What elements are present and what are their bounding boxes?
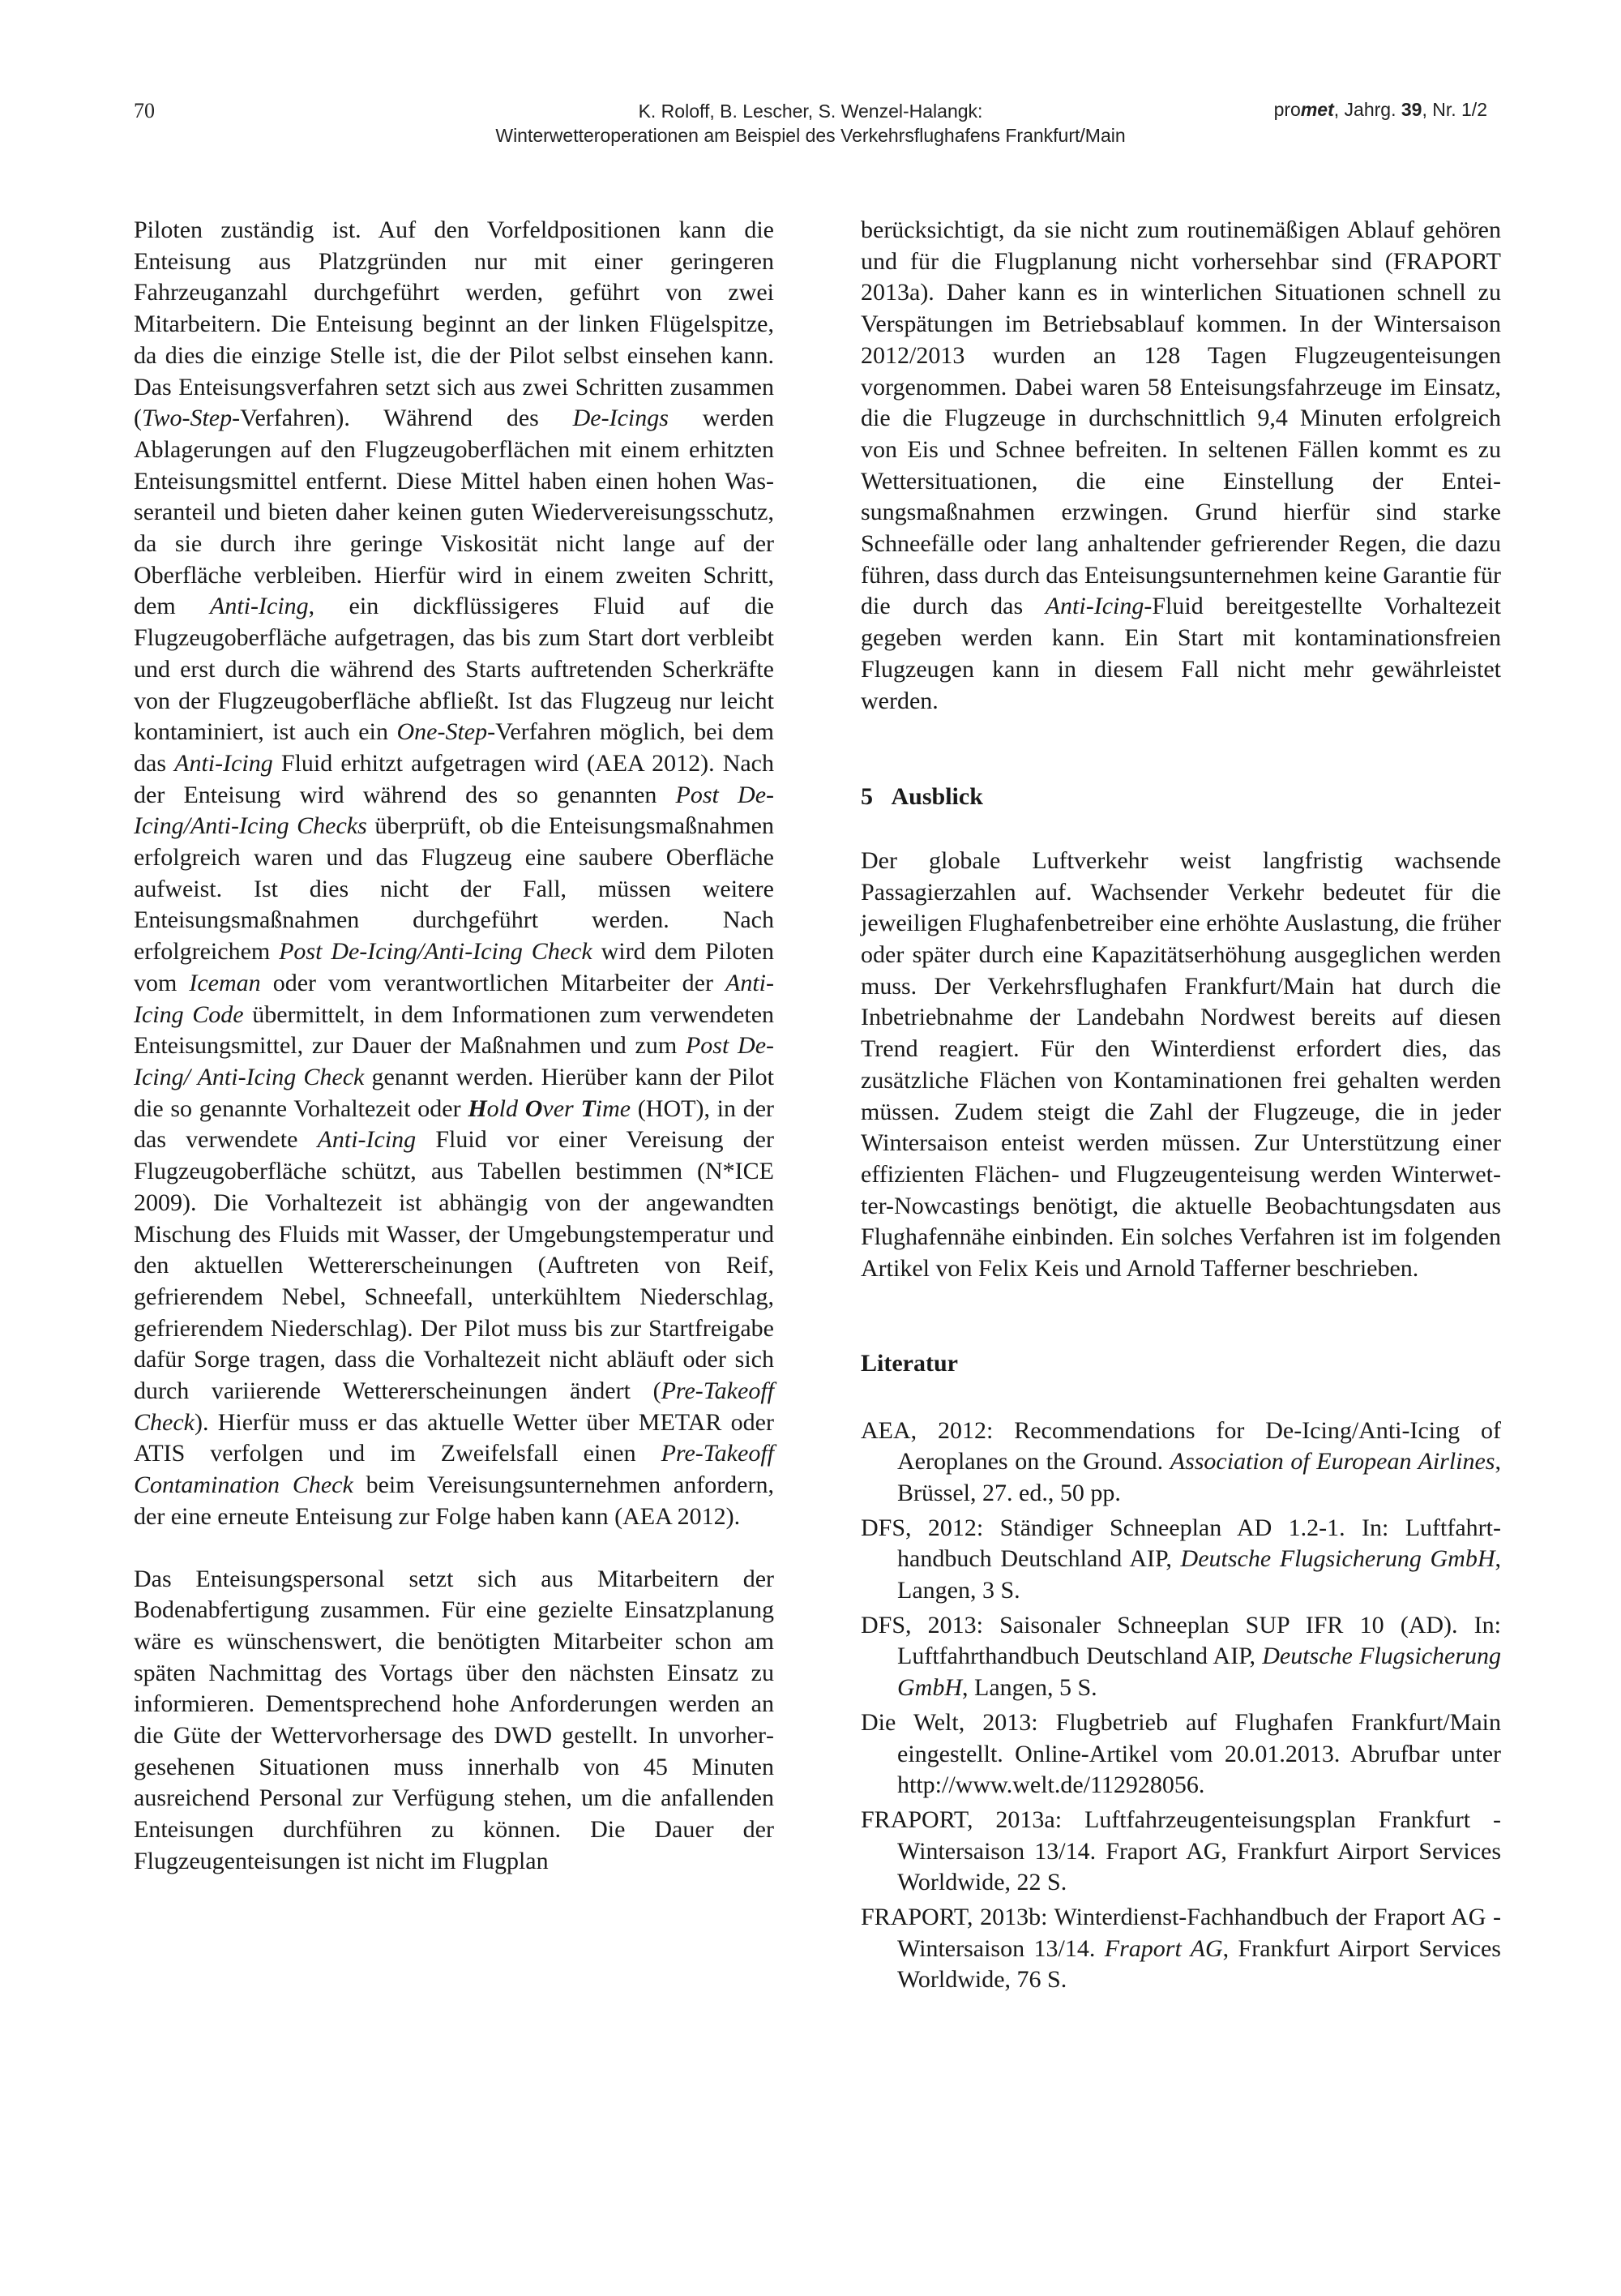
ref-text: FRAPORT, 2013b: Winterdienst-Fachhandbuch der Fraport AG - Wintersaison 13/14.: [861, 1904, 1501, 1962]
reference-item: [861, 1707, 1501, 1801]
right-paragraph-1: [861, 215, 1501, 717]
ref-tail: , Langen, 3 S.: [897, 1545, 1502, 1604]
reference-item: [861, 1416, 1501, 1510]
section-title: Ausblick: [891, 783, 983, 811]
text-run: überprüft, ob die Enteisungsmaßnahmen erfolgreich waren und das Flugzeug eine saubere Oberfläche aufweist. Ist dies nicht der Fall, müssen weitere Enteisungsmaßnahmen durchgeführt werden. Nach erfolgreichem: [134, 812, 774, 966]
text-run: berücksichtigt, da sie nicht zum routinemäßigen Ablauf gehören und für die Flugplanung nicht vorhersehbar sind (FRAPORT 2013a). Daher kann es in winterlichen Situationen schnell zu Verspätungen im Betriebsablauf kommen. In der Wintersaison 2012/2013 wurden an 128 Tagen Flugzeugenteisungen vorgenommen. Dabei waren 58 Enteisungsfahrzeuge im Einsatz, die die Flugzeuge in durchschnittlich 9,4 Minuten erfolgreich von Eis und Schnee befreiten. In seltenen Fällen kommt es zu Wettersituationen, die eine Einstellung der Enteisungsmaßnahmen erzwingen. Grund hierfür sind starke Schneefälle oder lang anhaltender gefrierender Regen, die dazu führen, dass durch das Enteisungsunternehmen keine Garantie für die durch das: [861, 216, 1501, 620]
text-run: beim Vereisungsunternehmen anfordern, der eine erneute Enteisung zur Folge haben kann (AEA 2012).: [134, 1471, 774, 1530]
text-run: übermittelt, in dem Informationen zum verwendeten Enteisungsmittel, zur Dauer der Maßnahmen und zum: [134, 1000, 775, 1060]
ref-text: DFS, 2013: Saisonaler Schneeplan SUP IFR 10 (AD). In: Luftfahrthandbuch Deutschland AIP,: [861, 1611, 1501, 1670]
term-anti-icing: Anti-Icing: [210, 593, 309, 620]
left-paragraph-2: Das Enteisungspersonal setzt sich aus Mitarbeitern der Bodenabfertigung zusammen. Für eine gezielte Einsatzplanung wäre es wünschenswert, die benötigten Mitarbeiter schon am späten Nachmittag des Vortags über den nächsten Einsatz zu informieren. Dementsprechend hohe Anforderungen werden an die Güte der Wettervorhersage des DWD gestellt. In unvorhergesehenen Situationen muss innerhalb von 45 Minuten ausreichend Personal zur Verfügung stehen, um die anfallenden Enteisungen durchführen zu können. Die Dauer der Flugzeugenteisungen ist nicht im Flugplan: [134, 1565, 774, 1874]
term-de-icings: De-Icings: [572, 405, 669, 432]
term-anti-icing: Anti-Icing: [1045, 593, 1144, 620]
page-number: 70: [134, 99, 155, 122]
right-column: [861, 215, 1501, 1999]
journal-year: 39: [1401, 99, 1422, 120]
term-one-step: One-Step: [396, 718, 488, 746]
left-paragraph-1: [134, 215, 774, 1533]
running-header-title: Winterwetteroperationen am Beispiel des Verkehrsflughafens Frankfurt/Main: [495, 125, 1126, 146]
text-run: Piloten zuständig ist. Auf den Vorfeldpositionen kann die Enteisung aus Platzgründen nur mit einer geringeren Fahrzeuganzahl durchgeführt werden, geführt von zwei Mitarbeitern. Die Enteisung beginnt an der linken Flügelspitze, da dies die einzige Stelle ist, die der Pilot selbst einsehen kann. Das Enteisungsverfahren setzt sich aus zwei Schritten zusammen (: [134, 216, 774, 432]
ref-publisher: Deutsche Flugsicherung GmbH: [1180, 1545, 1495, 1573]
page-header: [134, 99, 1487, 148]
hot-part: ver: [542, 1094, 581, 1122]
ref-text: AEA, 2012: Recommendations for De-Icing/Anti-Icing of Aeroplanes on the Ground.: [861, 1416, 1501, 1476]
ref-publisher: Fraport AG: [1104, 1934, 1223, 1962]
ref-tail: , Frankfurt Airport Services Worldwide, 76 S.: [897, 1934, 1501, 1994]
reference-item: [861, 1805, 1501, 1899]
running-header-authors: K. Roloff, B. Lescher, S. Wenzel-Halangk:: [638, 101, 983, 122]
text-run: oder vom verantwortlichen Mitarbeiter der: [260, 969, 725, 996]
text-run: -Verfahren). Während des: [232, 405, 573, 432]
text-run: ). Hierfür muss er das aktuelle Wetter über METAR oder ATIS verfolgen und im Zweifelsfall einen: [134, 1408, 774, 1467]
journal-issue: , Nr. 1/2: [1422, 99, 1487, 120]
reference-item: [861, 1902, 1501, 1996]
text-run: genannt werden. Hierüber kann der Pilot die so genannte Vorhaltezeit oder: [134, 1063, 774, 1122]
term-post-check: Post De-Icing/Anti-Icing Checks: [134, 781, 774, 840]
hot-part: old: [486, 1094, 525, 1122]
ref-text: Die Welt, 2013: Flugbetrieb auf Flughafen Frankfurt/Main eingestellt. Online-Artikel vom 20.01.2013. Abrufbar unter http://www.welt.de/112928056.: [861, 1708, 1501, 1799]
right-paragraph-2: Der globale Luftverkehr weist langfristig wachsende Passagierzahlen auf. Wachsender Verkehr bedeutet für die jeweiligen Flughafenbetreiber eine erhöhte Auslastung, die früher oder später durch eine Kapazitätserhöhung ausgeglichen werden muss. Der Verkehrsflughafen Frankfurt/Main hat durch die Inbetriebnahme der Landebahn Nordwest bereits auf diesen Trend reagiert. Für den Winterdienst erfordert dies, das zusätzliche Flächen von Kontaminationen frei gehalten werden müssen. Zudem steigt die Zahl der Flugzeuge, die in jeder Wintersaison enteist werden müssen. Zur Unterstützung einer effizienten Flächen- und Flugzeugenteisung werden Winterwetter-Nowcastings benötigt, die aktuelle Beobachtungsdaten aus Flughafennähe einbinden. Ein solches Verfahren ist im folgenden Artikel von Felix Keis und Arnold Tafferner beschrieben.: [861, 846, 1501, 1283]
term-anti-icing: Anti-Icing: [174, 749, 273, 777]
section-number: 5: [861, 783, 873, 811]
journal-info: [1274, 99, 1487, 121]
ref-publisher: Deutsche Flugsicherung GmbH: [897, 1643, 1501, 1702]
hot-letter-t: T: [580, 1094, 596, 1122]
term-anti-icing-code: Anti-Icing Code: [134, 969, 774, 1028]
section-heading: [861, 782, 1501, 813]
reference-item: [861, 1513, 1501, 1607]
ref-tail: , Langen, 5 S.: [962, 1674, 1097, 1702]
hot-part: ime: [595, 1094, 631, 1122]
text-run: Fluid erhitzt aufgetragen wird (AEA 2012). Nach der Enteisung wird während des so genannten: [134, 749, 774, 808]
journal-bold: met: [1300, 99, 1334, 120]
ref-publisher: Association of European Airlines: [1170, 1448, 1495, 1476]
term-post-check: Post De-Icing/ Anti-Icing Check: [134, 1032, 774, 1090]
term-post-check: Post De-Icing/Anti-Icing Check: [279, 938, 592, 966]
ref-text: FRAPORT, 2013a: Luftfahrzeugenteisungsplan Frankfurt - Wintersaison 13/14. Fraport AG, Frankfurt Airport Services Worldwide, 22 S.: [861, 1806, 1501, 1896]
ref-tail: , Brüssel, 27. ed., 50 pp.: [897, 1448, 1501, 1506]
reference-item: [861, 1610, 1501, 1704]
hot-letter-o: O: [524, 1094, 543, 1122]
text-run: -Verfahren möglich, bei dem das: [134, 718, 774, 777]
text-run: wird dem Piloten vom: [134, 938, 774, 996]
term-anti-icing: Anti-Icing: [317, 1126, 417, 1154]
text-run: -Fluid bereitgestellte Vorhaltezeit gegeben werden kann. Ein Start mit kontaminationsfreien Flugzeugen kann in diesem Fall nicht mehr gewährleistet werden.: [861, 593, 1501, 714]
text-run: , ein dickflüssigeres Fluid auf die Flugzeugoberfläche aufgetragen, das bis zum Start dort verbleibt und erst durch die während des Starts auftretenden Scherkräfte von der Flugzeugoberfläche abfließt. Ist das Flugzeug nur leicht kontaminiert, ist auch ein: [134, 593, 774, 746]
term-two-step: Two-Step: [142, 405, 233, 432]
term-pre-takeoff-contamination-check: Pre-Takeoff Contamination Check: [134, 1440, 774, 1499]
journal-year-label: , Jahrg.: [1333, 99, 1401, 120]
hot-letter-h: H: [468, 1094, 487, 1122]
text-run: werden Ablagerungen auf den Flugzeugoberflächen mit einem erhitzten Enteisungsmittel entfernt. Diese Mittel haben einen hohen Wasseranteil und bieten daher keinen guten Wiedervereisungsschutz, da sie durch ihre geringe Viskosität nicht lange auf der Oberfläche verbleiben. Hierfür wird in einem zweiten Schritt, dem: [134, 405, 775, 620]
term-iceman: Iceman: [189, 969, 261, 996]
reference-list: [861, 1416, 1501, 1997]
ref-text: DFS, 2012: Ständiger Schneeplan AD 1.2-1. In: Luftfahrthandbuch Deutschland AIP,: [861, 1514, 1501, 1573]
left-column: [134, 215, 774, 1878]
text-run: (HOT), in der das verwendete: [134, 1094, 775, 1154]
journal-prefix: pro: [1273, 99, 1301, 120]
literature-heading: Literatur: [861, 1349, 958, 1377]
text-run: Fluid vor einer Vereisung der Flugzeugoberfläche schützt, aus Tabellen bestimmen (N*ICE 2009). Die Vorhaltezeit ist abhängig von der angewandten Mischung des Fluids mit Wasser, der Umgebungstemperatur und den aktuellen Wettererscheinungen (Auftreten von Reif, gefrierendem Nebel, Schneefall, unterkühltem Niederschlag, gefrierendem Niederschlag). Der Pilot muss bis zur Startfreigabe dafür Sorge tragen, dass die Vorhaltezeit nicht abläuft oder sich durch variierende Wettererscheinungen ändert (: [134, 1126, 774, 1405]
term-pre-takeoff-check: Pre-Takeoff Check: [134, 1377, 774, 1436]
